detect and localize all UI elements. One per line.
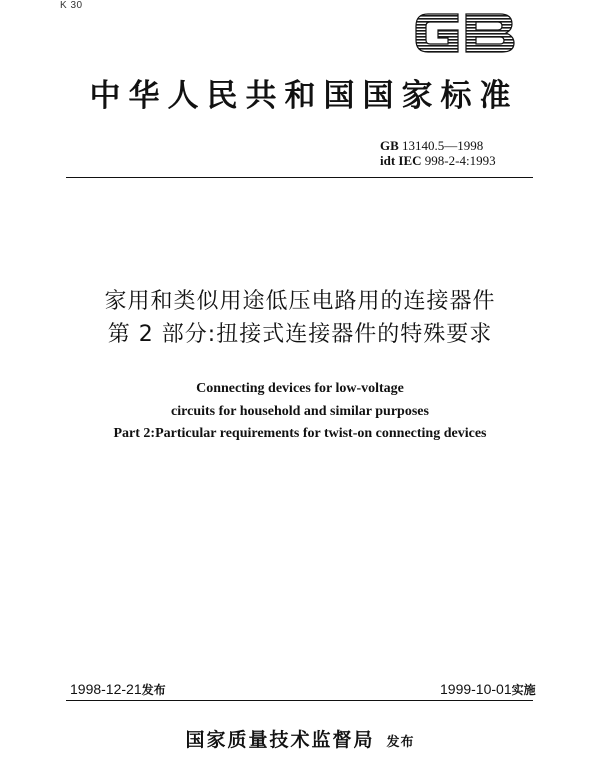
- chinese-title-line-2: 第 2 部分:扭接式连接器件的特殊要求: [107, 322, 493, 347]
- english-title-line-1: Connecting devices for low-voltage: [196, 381, 404, 396]
- idt-prefix: idt IEC: [380, 153, 422, 168]
- gb-logo: [408, 6, 520, 58]
- chinese-title-line-1: 家用和类似用途低压电路用的连接器件: [104, 289, 496, 314]
- standard-number: [380, 138, 540, 153]
- issue-date-value: 1998-12-21: [70, 681, 142, 697]
- issue-date: [70, 680, 166, 699]
- top-divider: [66, 177, 533, 178]
- issue-date-label: 发布: [141, 683, 166, 697]
- implementation-date-label: 实施: [511, 683, 536, 697]
- ics-code: K 30: [60, 0, 83, 11]
- gb-logo-b: [466, 14, 514, 52]
- publisher-line: [0, 727, 600, 756]
- implementation-date: [440, 680, 536, 699]
- english-title-line-3: Part 2:Particular requirements for twist-on connecting devices: [113, 426, 487, 441]
- standard-code-block: [380, 138, 540, 168]
- standard-organization-heading: 中华人民共和国国家标准: [89, 78, 519, 114]
- publisher-name: 国家质量技术监督局: [185, 729, 375, 751]
- implementation-date-value: 1999-10-01: [440, 681, 512, 697]
- publish-label: 发布: [386, 735, 415, 750]
- bottom-divider: [66, 700, 533, 701]
- gb-logo-g: [416, 14, 458, 52]
- standard-number-value: 13140.5—1998: [402, 138, 484, 153]
- idt-reference: [380, 153, 540, 168]
- english-title-line-2: circuits for household and similar purposes: [171, 404, 429, 419]
- idt-number: 998-2-4:1993: [424, 153, 496, 168]
- standard-prefix: GB: [380, 138, 399, 153]
